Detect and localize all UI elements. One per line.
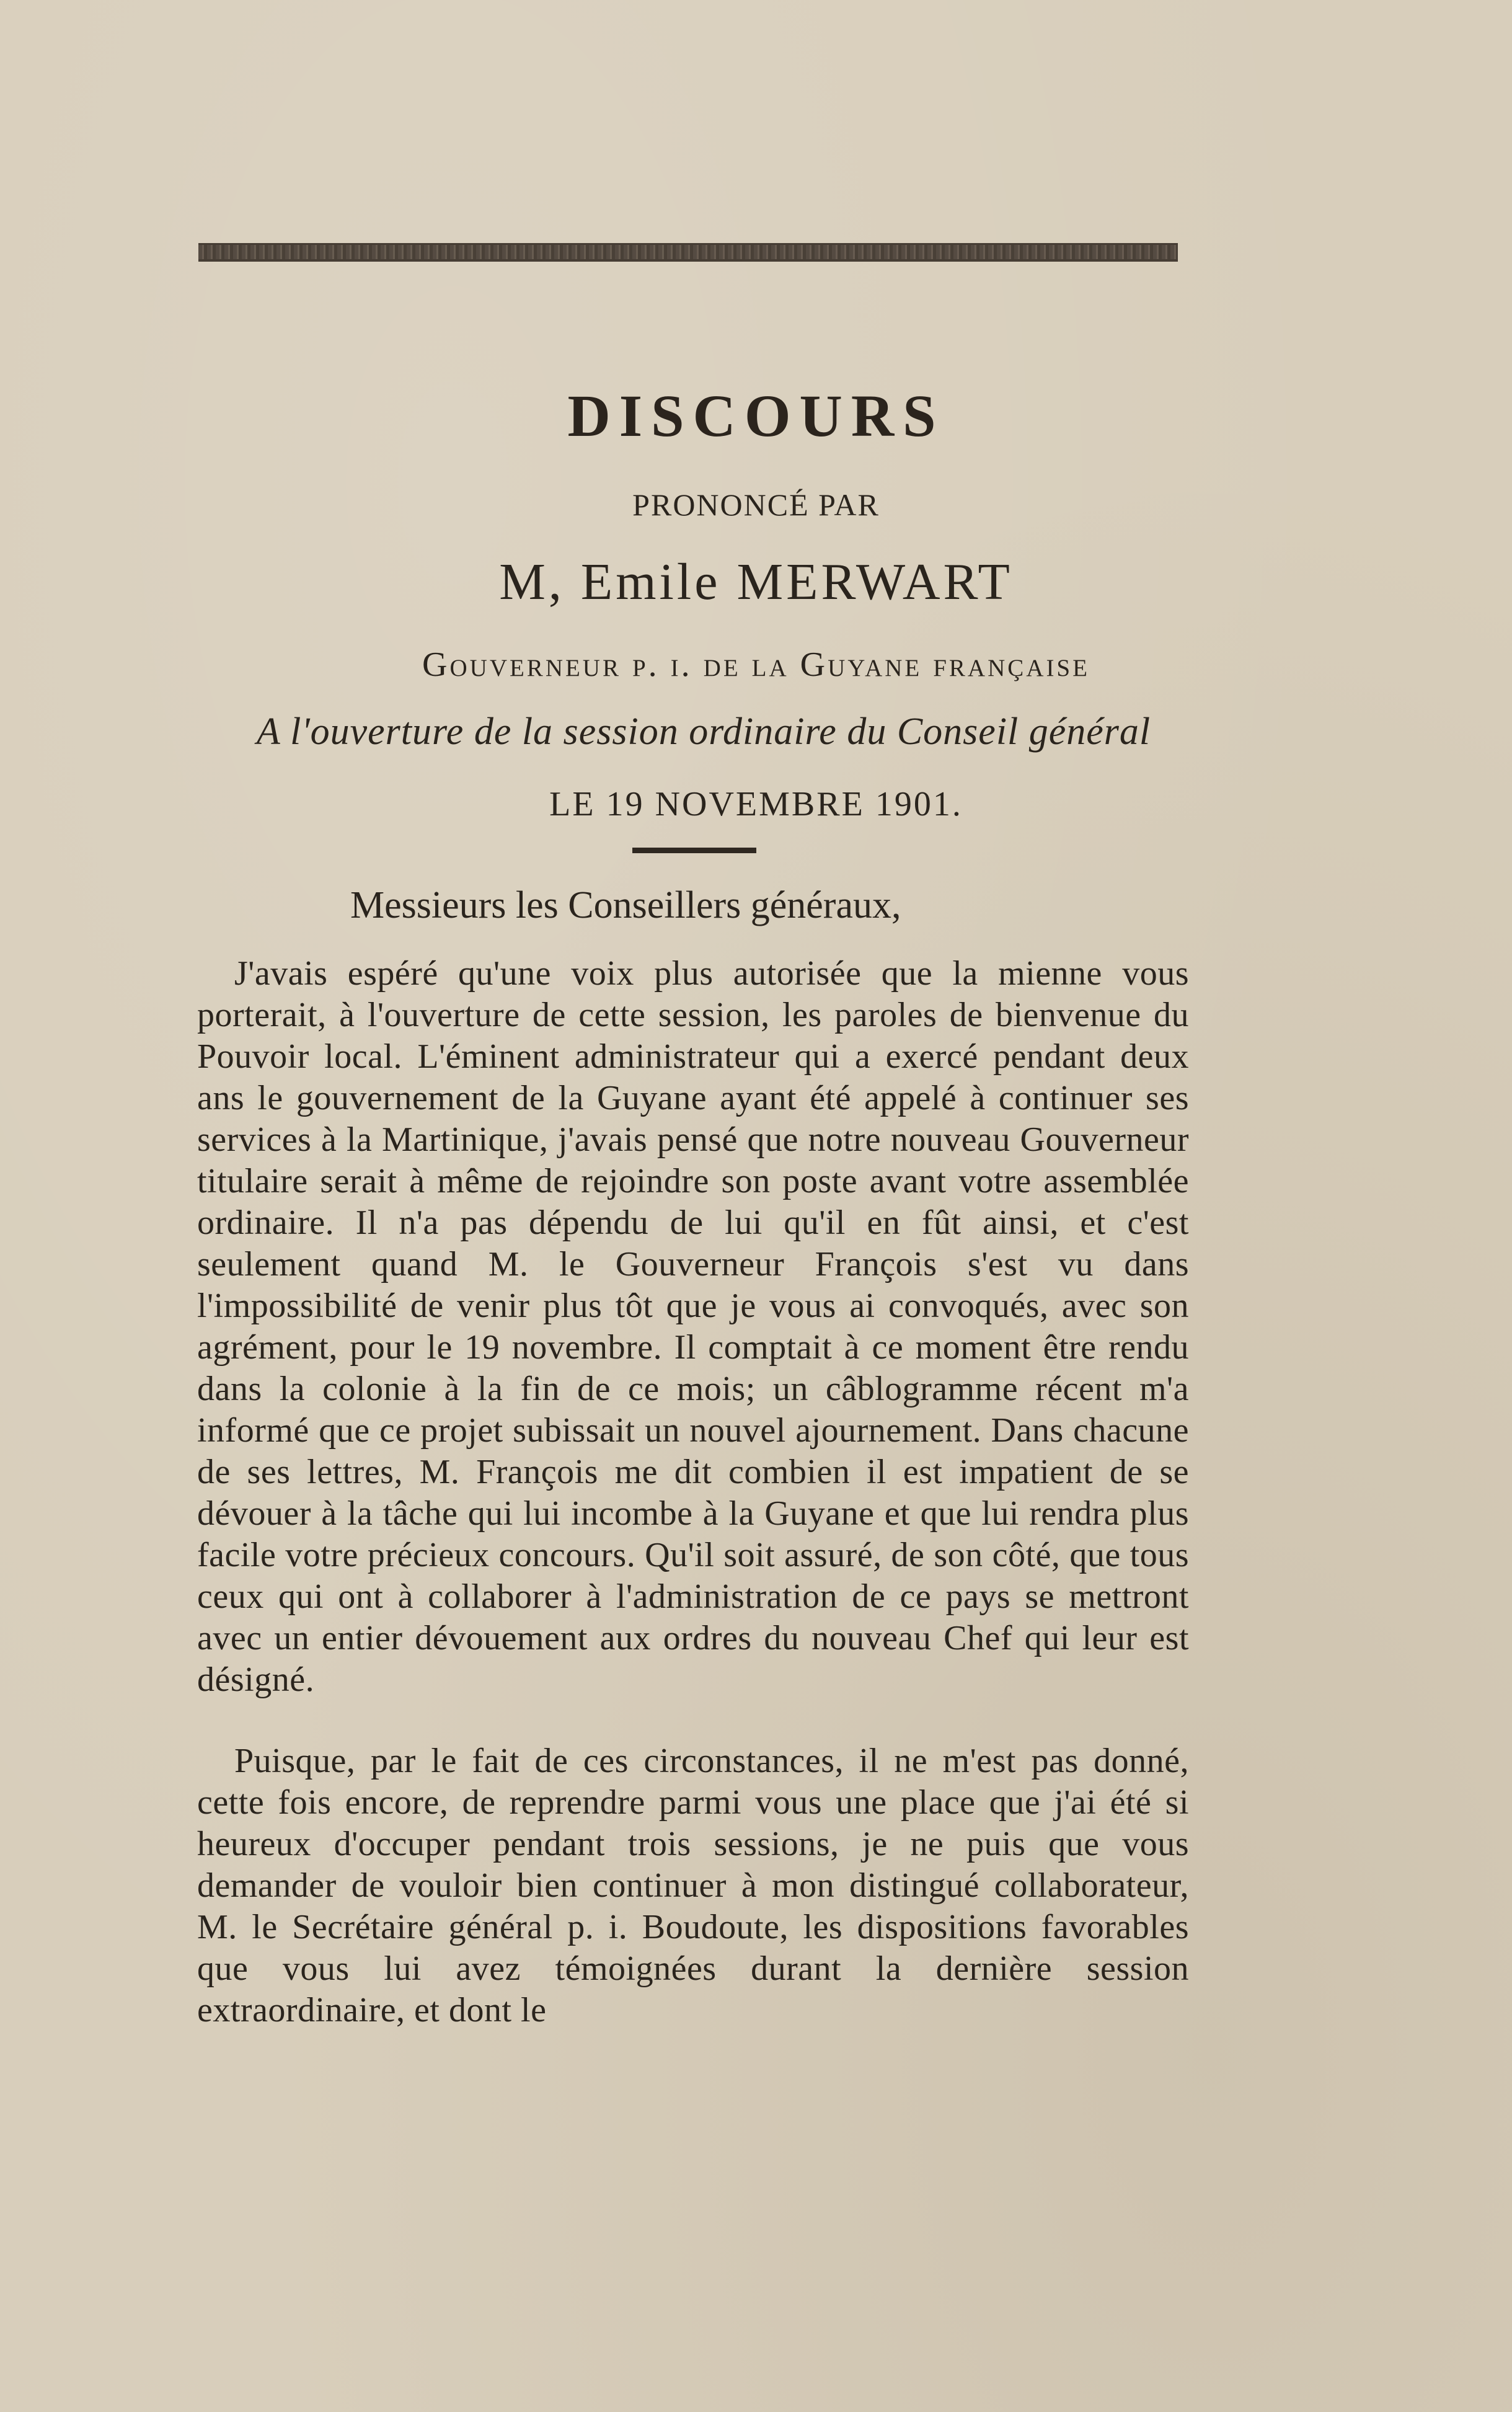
speaker-name: M, Emile MERWART <box>499 553 1013 611</box>
speaker-office: Gouverneur p. i. de la Guyane française <box>422 645 1090 684</box>
pronounced-by-line: PRONONCÉ PAR <box>632 487 880 522</box>
section-divider <box>632 848 756 853</box>
ornamental-top-rule <box>198 243 1178 262</box>
occasion-line: A l'ouverture de la session ordinaire du Conseil général <box>256 711 1151 753</box>
body-paragraph: Puisque, par le fait de ces circonstances, il ne m'est pas donné, cette fois encore, de reprendre parmi vous une place que j'ai été si heureux d'occuper pendant trois sessions, je ne puis que vous demander de vouloir bien continuer à mon distingué collaborateur, M. le Secrétaire général p. i. Boudoute, les dispositions favorables que vous lui avez témoignées durant la dernière session extraordinaire, et dont le <box>197 1742 1189 2029</box>
body-paragraph: J'avais espéré qu'une voix plus autorisée que la mienne vous porterait, à l'ouverture de cette session, les paroles de bienvenue du Pouvoir local. L'éminent administrateur qui a exercé pendant deux ans le gouvernement de la Guyane ayant été appelé à continuer ses services à la Martinique, j'avais pensé que notre nouveau Gouverneur titulaire serait à même de rejoindre son poste avant votre assemblée ordinaire. Il n'a pas dépendu de lui qu'il en fût ainsi, et c'est seulement quand M. le Gouverneur François s'est vu dans l'impossibilité de venir plus tôt que je vous ai convoqués, avec son agrément, pour le 19 novembre. Il comptait à ce moment être rendu dans la colonie à la fin de ce mois; un câblogramme récent m'a informé que ce projet subissait un nouvel ajournement. Dans chacune de ses lettres, M. François me dit combien il est impatient de se dévouer à la tâche qui lui incombe à la Guyane et que lui rendra plus facile votre précieux concours. Qu'il soit assuré, de son côté, que tous ceux qui ont à collaborer à l'administration de ce pays se mettront avec un entier dévouement aux ordres du nouveau Chef qui leur est désigné. <box>197 954 1189 1699</box>
speech-date: LE 19 NOVEMBRE 1901. <box>549 785 963 823</box>
document-title: DISCOURS <box>567 383 945 449</box>
salutation: Messieurs les Conseillers généraux, <box>350 884 901 926</box>
